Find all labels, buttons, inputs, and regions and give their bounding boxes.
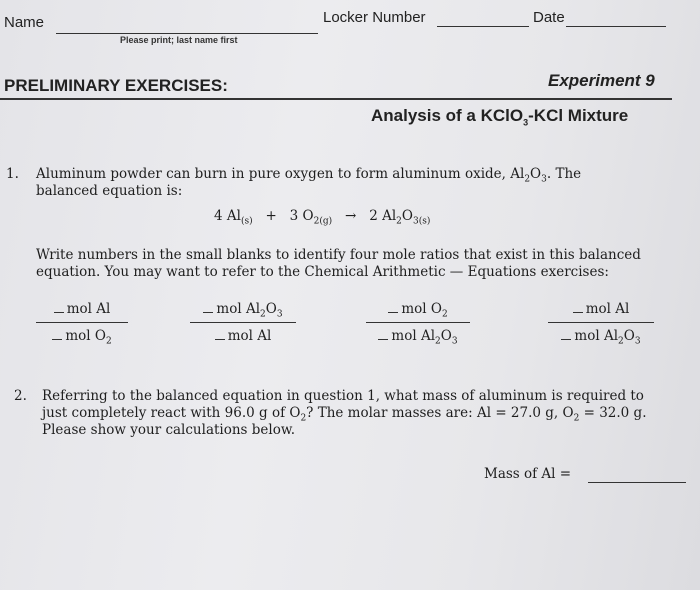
q1-instruction-line1: Write numbers in the small blanks to identify four mole ratios that exist in this balanced bbox=[36, 247, 641, 263]
fraction-bar bbox=[36, 322, 128, 323]
q2-text-line3: Please show your calculations below. bbox=[42, 422, 296, 438]
mass-of-al-answer-field[interactable] bbox=[588, 482, 686, 483]
reaction-arrow-icon: → bbox=[345, 208, 357, 224]
title-divider bbox=[0, 98, 672, 100]
mole-ratio-3: mol $O_2$ mol $Al_2O_3$ bbox=[366, 300, 470, 346]
locker-number-label: Locker Number bbox=[323, 9, 426, 26]
q2-number: 2. bbox=[14, 388, 27, 404]
fraction-bar bbox=[366, 322, 470, 323]
name-label: Name bbox=[4, 14, 45, 31]
fraction-bar bbox=[548, 322, 654, 323]
q1-number: 1. bbox=[6, 166, 19, 182]
date-label: Date bbox=[533, 9, 565, 26]
locker-number-field[interactable] bbox=[437, 26, 529, 27]
mole-ratio-2: mol $Al_2O_3$ mol Al bbox=[190, 300, 296, 346]
experiment-title: Experiment 9 bbox=[548, 71, 655, 90]
mole-ratio-1: mol Al mol $O_2$ bbox=[36, 300, 128, 346]
balanced-equation: 4 $Al_{(s)}$ + 3 $O_{2(g)}$ → 2 $Al_2O_{3(s)}$ bbox=[214, 208, 431, 227]
q2-text-line1: Referring to the balanced equation in question 1, what mass of aluminum is required to bbox=[42, 388, 644, 404]
name-field[interactable] bbox=[56, 33, 318, 34]
ratio-4-denominator-blank[interactable] bbox=[561, 327, 571, 340]
mole-ratio-4: mol Al mol $Al_2O_3$ bbox=[548, 300, 654, 346]
fraction-bar bbox=[190, 322, 296, 323]
q2-text-line2: just completely react with 96.0 g of $O_2$? The molar masses are: Al = 27.0 g, $O_2 = 32.0$ g. bbox=[42, 405, 647, 424]
mass-of-al-label: Mass of Al = bbox=[484, 466, 572, 482]
ratio-1-denominator-blank[interactable] bbox=[52, 327, 62, 340]
ratio-2-denominator-blank[interactable] bbox=[215, 327, 225, 340]
section-title: PRELIMINARY EXERCISES: bbox=[4, 76, 228, 95]
q1-text-line1: Aluminum powder can burn in pure oxygen to form aluminum oxide, $Al_2O_3$. The bbox=[36, 166, 582, 185]
q1-instruction-line2: equation. You may want to refer to the Chemical Arithmetic — Equations exercises: bbox=[36, 264, 609, 280]
print-note: Please print; last name first bbox=[120, 35, 238, 45]
ratio-3-denominator-blank[interactable] bbox=[378, 327, 388, 340]
analysis-title: Analysis of a KClO$_3$-KCl Mixture bbox=[371, 106, 629, 128]
ratio-3-numerator-blank[interactable] bbox=[388, 300, 398, 313]
ratio-2-numerator-blank[interactable] bbox=[203, 300, 213, 313]
ratio-1-numerator-blank[interactable] bbox=[54, 300, 64, 313]
q1-text-line2: balanced equation is: bbox=[36, 183, 183, 199]
ratio-4-numerator-blank[interactable] bbox=[573, 300, 583, 313]
date-field[interactable] bbox=[566, 26, 666, 27]
